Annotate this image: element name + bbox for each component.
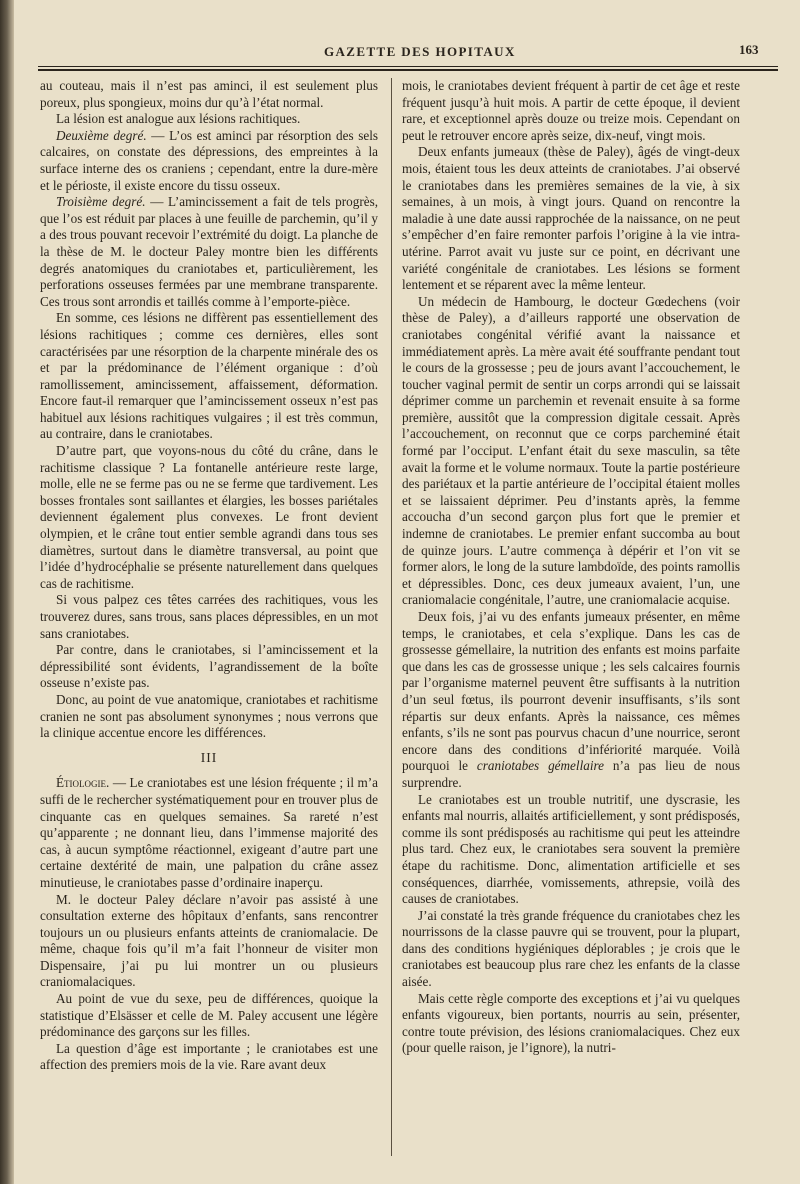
paragraph-text: Deux fois, j’ai vu des enfants jumeaux présenter, en même temps, le craniotabes, et cela s’explique. Dans les cas de grossesse gémellaire, la nutrition des enfants est moins parfaite que dans les cas de grossesse unique ; les sels calcaires fournis par l’organisme maternel peuvent être suffisants à la nutrition d’un seul fœtus, ils pourront devenir insuffisants, s’ils sont répartis sur deux enfants. Après la naissance, ces mêmes enfants, s’ils ne sont pas pourvus chacun d’une nourrice, seront encore dans des conditions d’infériorité marquée. Voilà pourquoi le (402, 609, 740, 774)
left-column (40, 78, 378, 1074)
paragraph: Si vous palpez ces têtes carrées des rachitiques, vous les trouverez dures, sans trous, sans places dépressibles, en un mot sans craniotabes. (40, 592, 378, 641)
degree-heading: Deuxième degré. (56, 127, 147, 143)
paragraph: Au point de vue du sexe, peu de différences, quoique la statistique d’Elsässer et celle de M. Paley accusent une légère prédominance des garçons sur les filles. (40, 991, 378, 1040)
newspaper-page (14, 0, 800, 1184)
paragraph: Donc, au point de vue anatomique, craniotabes et rachitisme cranien ne sont pas absolument synonymes ; nous verrons que la clinique accentue encore les différences. (40, 691, 378, 741)
paragraph (40, 775, 378, 891)
paragraph: au couteau, mais il n’est pas aminci, il est seulement plus poreux, plus spongieux, moins dur qu’à l’état normal. (40, 78, 378, 110)
paragraph: La question d’âge est importante ; le craniotabes est une affection des premiers mois de la vie. Rare avant deux (40, 1040, 378, 1073)
paragraph: M. le docteur Paley déclare n’avoir pas assisté à une consultation externe des hôpitaux d’enfants, sans rencontrer toujours un ou plusieurs enfants atteints de craniomalacie. De même, chaque fois qu’il m’a fait l’honneur de visiter mon Dispensaire, j’ai pu lui montrer un ou plusieurs craniomalaciques. (40, 891, 378, 990)
paragraph: Le craniotabes est un trouble nutritif, une dyscrasie, les enfants mal nourris, allaités artificiellement, y sont prédisposés, comme ils sont prédisposés au rachitisme qui peut les atteindre plus tard. Chez eux, le craniotabes sera souvent la première étape du rachitisme. Donc, alimentation artificielle et ses conséquences, diarrhée, vomissements, athrepsie, voilà des causes de craniotabes. (402, 791, 740, 907)
paragraph: La lésion est analogue aux lésions rachitiques. (56, 111, 301, 127)
paragraph: J’ai constaté la très grande fréquence du craniotabes chez les nourrissons de la classe pauvre qui se trouvent, pour la plupart, dans des conditions hygiéniques déplorables ; je crois que le craniotabes est beaucoup plus rare chez les enfants de la classe aisée. (402, 907, 740, 990)
section-heading: Étiologie. (56, 775, 110, 791)
paragraph-text: n’a pas lieu de nous surprendre. (402, 758, 740, 790)
paragraph (40, 128, 378, 194)
paragraph: D’autre part, que voyons-nous du côté du crâne, dans le rachitisme classique ? La fontanelle antérieure reste large, molle, elle ne se ferme pas ou ne se ferme que tardivement. Les bosses frontales sont saillantes et élargies, les bosses pariétales deviennent également plus convexes. Le front devient olympien, et le crâne tout entier semble agrandi dans tous ses diamètres, surtout dans le diamètre transversal, au point que l’idée d’hydrocéphalie se présente naturellement dans quelques cas de rachitisme. (40, 443, 378, 591)
book-binding-shadow (0, 0, 14, 1184)
paragraph: Mais cette règle comporte des exceptions et j’ai vu quelques enfants vigoureux, bien portants, nourris au sein, présenter, contre toute prévision, des lésions craniomalaciques. Chez eux (pour quelle raison, je l’ignore), la nutri- (402, 990, 740, 1056)
paragraph (402, 609, 740, 792)
paragraph-text: — Le craniotabes est une lésion fréquente ; il m’a suffi de le rechercher systématiquement pour en trouver plus de cinquante cas en quelques semaines. Sa rareté n’est qu’apparente ; ne donnant lieu, dans l’immense majorité des cas, à aucun symptôme réactionnel, exigeant d’autre part une certaine dextérité de main, une palpation du crâne assez minutieuse, le craniotabes passe d’ordinaire inaperçu. (40, 775, 378, 890)
paragraph: mois, le craniotabes devient fréquent à partir de cet âge et reste fréquent jusqu’à huit mois. A partir de cette époque, il devient rare, et exceptionnel après douze ou treize mois. Cependant on peut le retrouver encore après seize, dix-neuf, vingt mois. (402, 78, 740, 143)
section-number: III (200, 749, 218, 765)
paragraph: En somme, ces lésions ne diffèrent pas essentiellement des lésions rachitiques ; comme ces dernières, elles sont caractérisées par une résorption de la charpente minérale des os et par la prédominance de l’élément organique : d’où ramollissement, amincissement, affaissement, déformation. Encore faut-il remarquer que l’amincissement osseux n’est pas habituel aux lésions rachitiques vulgaires ; il est très commun, au contraire, dans le craniotabes. (40, 310, 378, 442)
paragraph: Deux enfants jumeaux (thèse de Paley), âgés de vingt-deux mois, étaient tous les deux atteints de craniotabes. J’ai observé le craniotabes dans les premières semaines de la vie, à six semaines, à un mois, à vingt jours. Quand on rencontre la maladie à une date aussi rapprochée de la naissance, on ne peut s’empêcher d’en faire remonter parfois l’origine à la vie intra-utérine. Parrot avait vu juste sur ce point, en décrivant une variété congénitale de craniotabes. Les lésions se forment lentement et se réparent avec la même lenteur. (402, 144, 740, 293)
header-rule (38, 66, 778, 67)
page-number: 163 (739, 42, 759, 57)
paragraph-text: — L’os est aminci par résorption des sels calcaires, on constate des dépressions, des empreintes à la surface interne des os craniens ; cependant, entre la dure-mère et le périoste, il existe encore du tissu osseux. (40, 127, 378, 193)
italic-term: craniotabes gémellaire (476, 758, 604, 774)
paragraph-text: — L’amincissement a fait de tels progrès, que l’os est réduit par places à une feuille de parchemin, qu’il y a des trous pouvant recevoir l’extrémité du doigt. La planche de la thèse de M. le docteur Paley montre bien les différents degrés anatomiques du craniotabes et, particulièrement, les perforations osseuses fermées par une membrane transparente. Ces trous sont arrondis et taillés comme à l’emporte-pièce. (40, 194, 379, 309)
column-divider (391, 78, 392, 1156)
paragraph: Par contre, dans le craniotabes, si l’amincissement et la dépressibilité sont évidents, l’agrandissement de la boîte osseuse n’existe pas. (40, 642, 378, 691)
running-title: GAZETTE DES HOPITAUX (324, 44, 516, 59)
right-column (402, 78, 740, 1057)
header-rule-thick (38, 69, 778, 71)
paragraph: Un médecin de Hambourg, le docteur Gœdechens (voir thèse de Paley), a d’ailleurs rapporté une observation de craniotabes congénital vérifié avant la naissance et immédiatement après. La mère avait été souffrante pendant tout le cours de la grossesse ; peu de jours avant l’accouchement, le toucher vaginal permit de sentir un corps arrondi qui se laissait déprimer comme un parchemin et revenait ensuite à sa forme première, aussitôt que la compression digitale cessait. Après l’accouchement, on reconnut que ce corps parcheminé était formé par l’occiput. L’enfant était du sexe masculin, sa tête avait la forme et le volume normaux. Toute la partie postérieure des pariétaux et la partie antérieure de l’occipital étaient molles et se laissaient déprimer. Peu d’instants après, la femme accoucha d’un second garçon plus fort que le premier et indemne de craniotabes. Le premier enfant succomba au bout de quinze jours. L’autre commença à dépérir et l’on vit se former alors, le long de la suture lambdoïde, des points ramollis et dépressibles. Donc, ces deux jumeaux avaient, l’un, une craniomalacie congénitale, l’autre, une craniomalacie acquise. (402, 293, 740, 608)
paragraph (40, 194, 378, 310)
degree-heading: Troisième degré. (56, 194, 146, 210)
